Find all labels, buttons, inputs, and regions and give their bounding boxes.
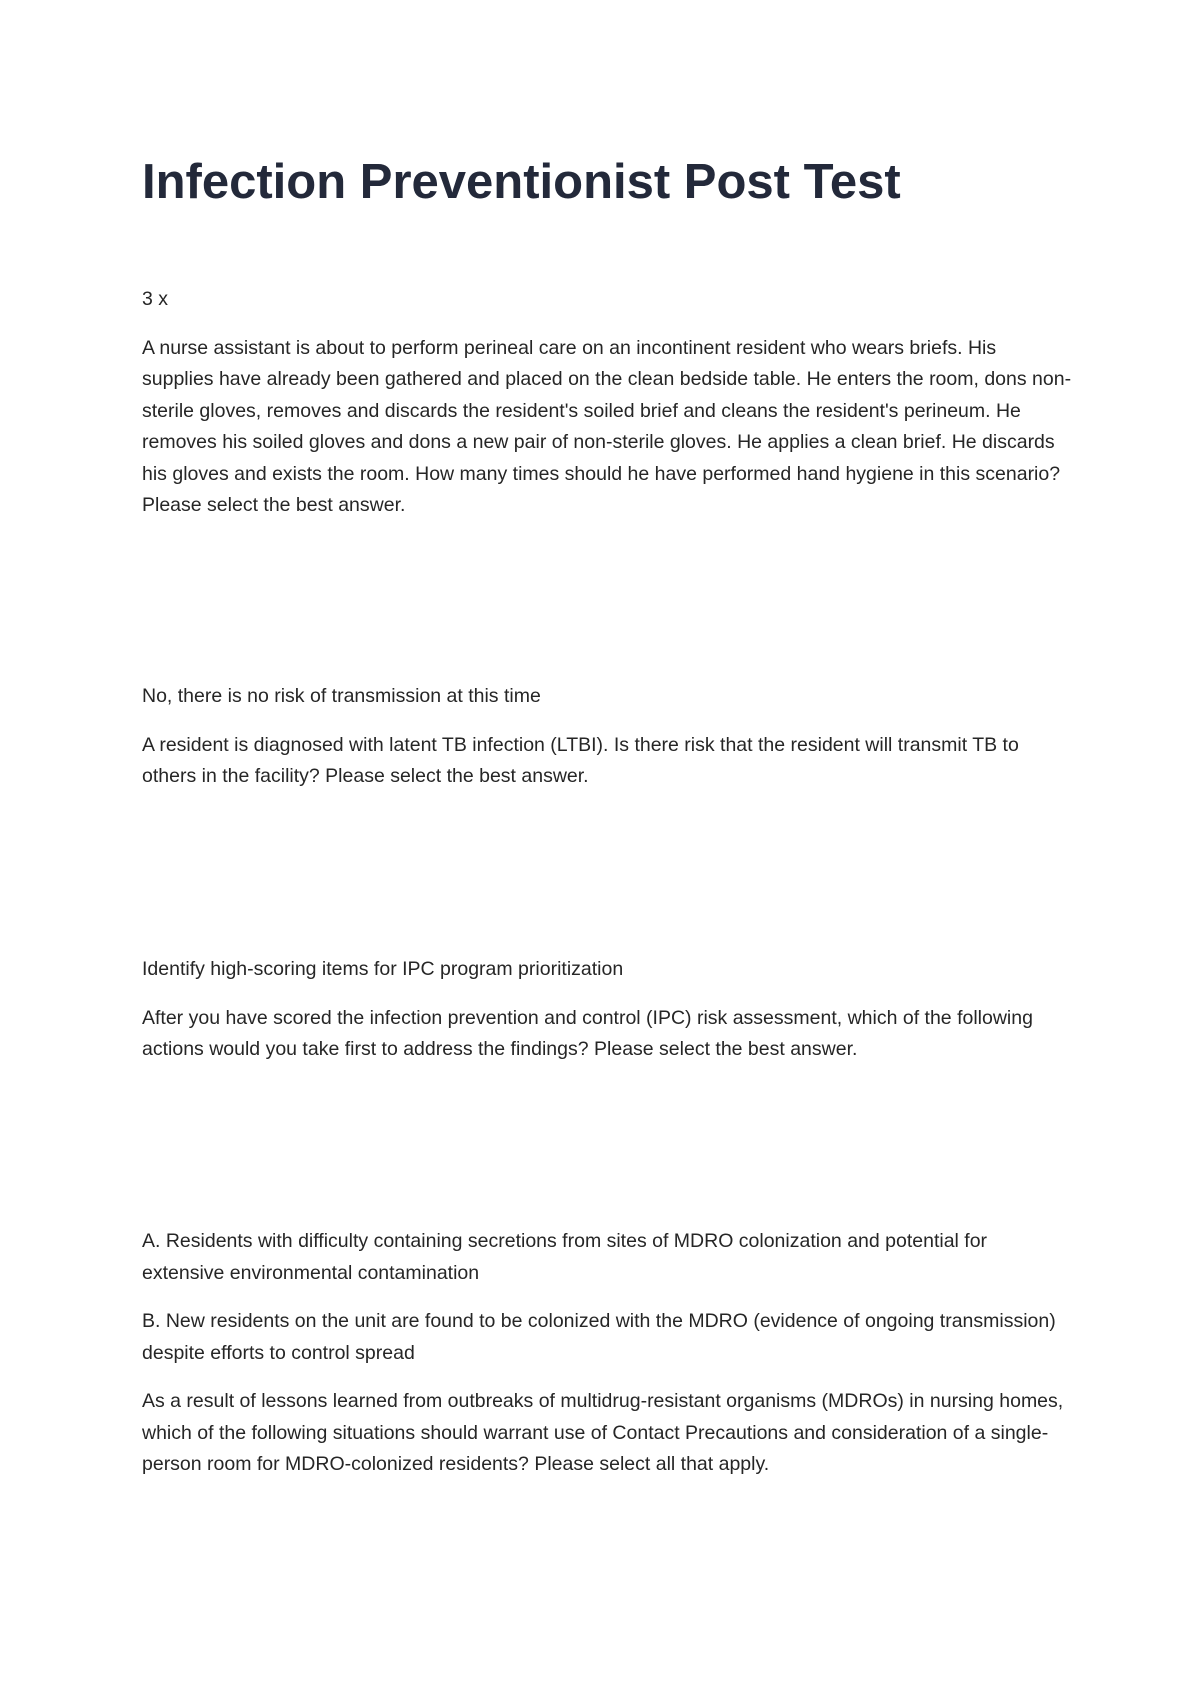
page-title: Infection Preventionist Post Test — [142, 155, 901, 209]
answer-option-a: A. Residents with difficulty containing secretions from sites of MDRO colonization and potential for extensive environmental contamination — [142, 1230, 988, 1284]
answer-text: Identify high-scoring items for IPC program prioritization — [142, 958, 624, 980]
question-text: As a result of lessons learned from outbreaks of multidrug-resistant organisms (MDROs) in nursing homes, which of the following situations should warrant use of Contact Precautions and consideration of a single-person room for MDRO-colonized residents? Please select all that apply. — [142, 1390, 1064, 1475]
question-text: A resident is diagnosed with latent TB infection (LTBI). Is there risk that the resident will transmit TB to others in the facility? Please select the best answer. — [142, 733, 1019, 787]
answer-option-b: B. New residents on the unit are found to be colonized with the MDRO (evidence of ongoing transmission) despite efforts to control spread — [142, 1310, 1056, 1364]
question-block-1 — [142, 284, 1072, 522]
question-block-3 — [142, 954, 1072, 1066]
question-text: A nurse assistant is about to perform perineal care on an incontinent resident who wears briefs. His supplies have already been gathered and placed on the clean bedside table. He enters the room, dons non-sterile gloves, removes and discards the resident's soiled brief and cleans the resident's perineum. He removes his soiled gloves and dons a new pair of non-sterile gloves. He applies a clean brief. He discards his gloves and exists the room. How many times should he have performed hand hygiene in this scenario? Please select the best answer. — [142, 336, 1072, 516]
question-block-4 — [142, 1226, 1072, 1481]
question-text: After you have scored the infection prevention and control (IPC) risk assessment, which of the following actions would you take first to address the findings? Please select the best answer. — [142, 1006, 1033, 1060]
answer-text: 3 x — [142, 288, 169, 310]
question-block-2 — [142, 681, 1072, 793]
answer-text: No, there is no risk of transmission at this time — [142, 685, 541, 707]
